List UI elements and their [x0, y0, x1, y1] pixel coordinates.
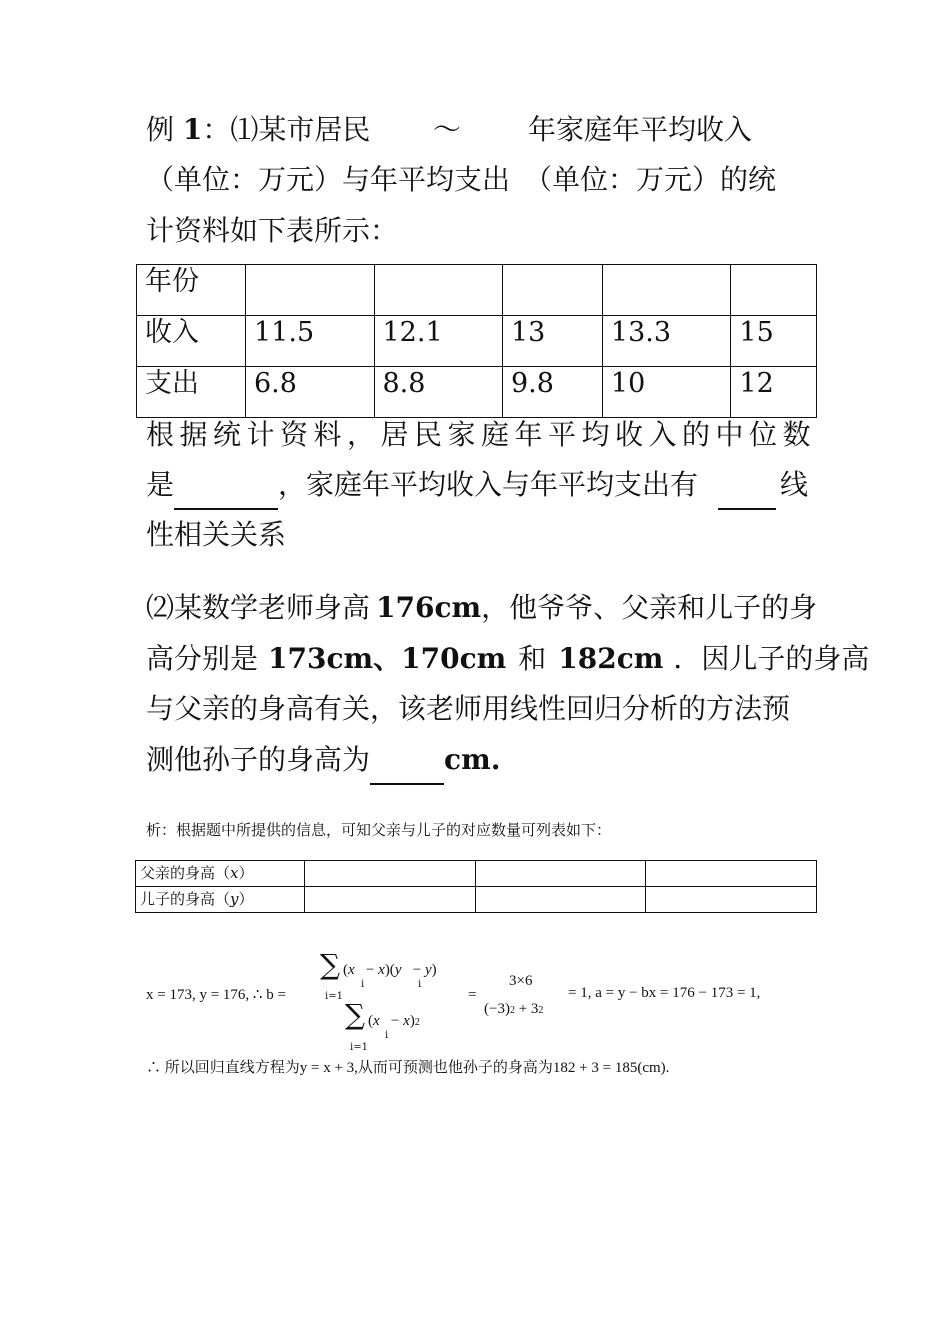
analysis-intro: 析：根据题中所提供的信息，可知父亲与儿子的对应数量可列表如下：: [146, 821, 612, 839]
row-label: 年份: [137, 265, 246, 316]
height-table: [135, 860, 817, 913]
table-cell: 11.5: [246, 316, 375, 367]
q1-tilde: ～: [433, 113, 462, 146]
q1-example-label: 例: [146, 113, 175, 146]
table-cell: [646, 887, 817, 913]
after-table-line-1: 根据统计资料，居民家庭年平均收入的中位数: [146, 418, 817, 451]
q2-text: ，他爷爷、父亲和儿子的身: [481, 591, 818, 624]
q2-line-1: [146, 583, 817, 633]
q2-text: ．因儿子的身高: [673, 642, 870, 675]
subscript-i: i: [385, 1030, 389, 1041]
q2-text: 测他孙子的身高为: [146, 743, 371, 776]
row-label-text: 儿子的身高（: [140, 890, 231, 908]
q2-line-4: [146, 735, 500, 785]
q2-value: 173cm: [268, 642, 374, 675]
formula-equals: =: [468, 987, 477, 1003]
income-expense-table: [136, 264, 817, 418]
table-cell: [305, 861, 476, 887]
formula-numerator-text: (x − x)(y − y): [343, 962, 437, 978]
table-row: [137, 265, 817, 316]
formula-conclusion: ∴ 所以回归直线方程为y = x + 3,从而可预测也他孙子的身高为182 + 3 = 185(cm).: [146, 1060, 670, 1076]
row-label-text: ）: [238, 890, 254, 908]
q1-example-number: 1: [182, 113, 203, 146]
table-cell: 6.8: [246, 367, 375, 418]
index-label: i=1: [325, 991, 343, 1002]
row-label: 支出: [137, 367, 246, 418]
table-cell: [503, 265, 603, 316]
after-table-text: 线: [780, 468, 809, 501]
table-cell: 13.3: [602, 316, 731, 367]
row-label: [136, 887, 305, 913]
q1-part-label: ⑴某市居民: [230, 113, 371, 146]
correlation-answer-blank[interactable]: [718, 474, 776, 510]
q1-line-3: 计资料如下表所示：: [146, 214, 399, 247]
q1-line-1-tail: 年家庭年平均收入: [528, 113, 753, 146]
row-label: 收入: [137, 316, 246, 367]
row-label-text: ）: [238, 864, 254, 882]
q2-value: 182cm: [558, 642, 664, 675]
sigma-symbol: ∑: [345, 998, 365, 1031]
formula-numerator: [320, 948, 340, 981]
q2-text: 和: [518, 642, 547, 675]
q2-value: 176cm: [376, 591, 482, 624]
table-cell: [602, 265, 731, 316]
formula-denominator: [345, 998, 365, 1031]
subscript-i: i: [418, 979, 422, 990]
fraction-top: 3×6: [509, 973, 533, 989]
q2-line-2: [146, 634, 869, 684]
sigma-symbol: ∑: [320, 948, 340, 981]
table-row: [137, 316, 817, 367]
after-table-line-3: 性相关关系: [146, 518, 287, 551]
table-cell: [374, 265, 503, 316]
row-var: y: [230, 890, 239, 908]
table-cell: [305, 887, 476, 913]
table-cell: 10: [602, 367, 731, 418]
q2-line-3: 与父亲的身高有关，该老师用线性回归分析的方法预: [146, 692, 791, 725]
table-cell: [731, 265, 817, 316]
table-cell: 13: [503, 316, 603, 367]
height-answer-blank[interactable]: [370, 749, 444, 785]
subscript-i: i: [361, 979, 365, 990]
table-cell: [475, 861, 646, 887]
q2-text: 高分别是: [146, 642, 259, 675]
after-table-text: ，家庭年平均收入与年平均支出有: [278, 468, 699, 501]
fraction-bottom: (−3)2 + 32: [484, 1001, 544, 1017]
table-cell: [246, 265, 375, 316]
row-label-text: 父亲的身高（: [140, 864, 231, 882]
table-cell: 15: [731, 316, 817, 367]
q2-text: ⑵某数学老师身高: [146, 591, 371, 624]
q2-value: 170cm: [401, 642, 507, 675]
table-row: [136, 861, 817, 887]
index-label: i=1: [350, 1042, 368, 1053]
q1-colon: ：: [202, 113, 231, 146]
table-row: [136, 887, 817, 913]
q1-line-1: [146, 105, 370, 155]
formula-lhs: x = 173, y = 176, ∴ b =: [146, 987, 286, 1003]
table-cell: 12.1: [374, 316, 503, 367]
table-cell: [646, 861, 817, 887]
q2-unit: cm: [444, 743, 491, 776]
after-table-text: 是: [146, 468, 175, 501]
q2-text: .: [490, 743, 501, 776]
q2-text: 、: [373, 642, 402, 675]
table-cell: 8.8: [374, 367, 503, 418]
table-cell: 12: [731, 367, 817, 418]
median-answer-blank[interactable]: [174, 474, 278, 510]
formula-rhs: = 1, a = y − bx = 176 − 173 = 1,: [568, 985, 761, 1001]
q1-line-2: （单位：万元）与年平均支出 （单位：万元）的统: [146, 163, 777, 196]
table-cell: [475, 887, 646, 913]
table-cell: 9.8: [503, 367, 603, 418]
after-table-line-2: [146, 460, 698, 510]
row-var: x: [230, 864, 239, 882]
formula-denominator-text: (x − x)2: [368, 1013, 420, 1029]
row-label: [136, 861, 305, 887]
